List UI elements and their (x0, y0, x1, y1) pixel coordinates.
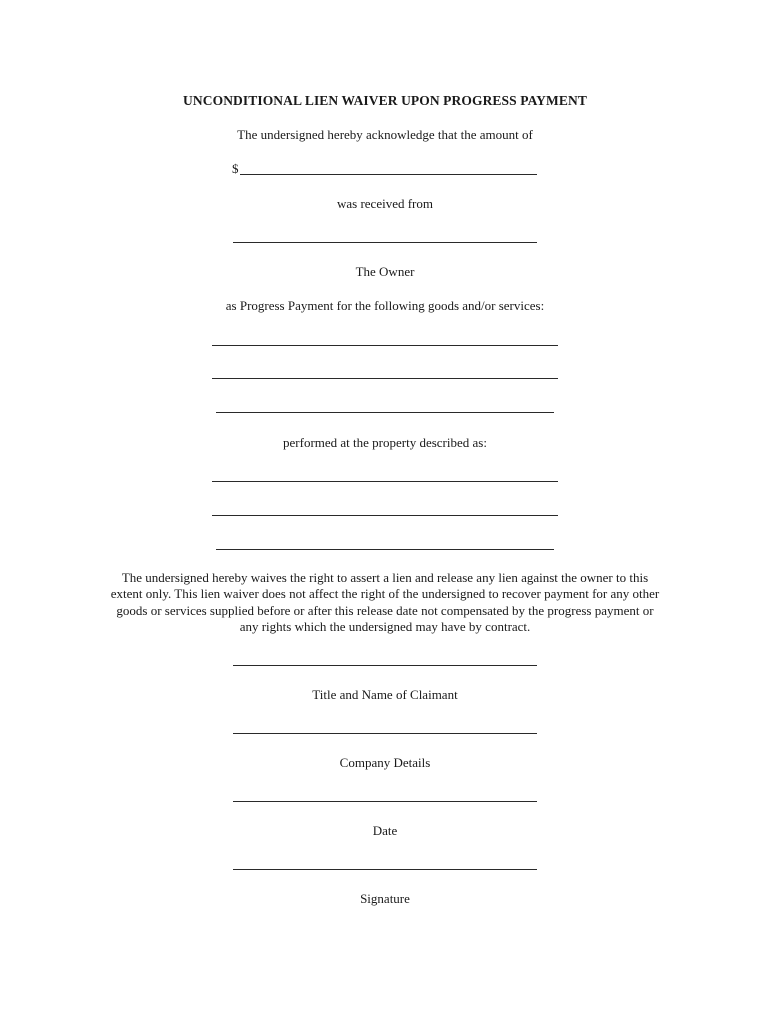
property-text: performed at the property described as: (283, 435, 487, 450)
property-blank-line-1[interactable] (212, 481, 558, 482)
progress-payment-text: as Progress Payment for the following goods and/or services: (225, 298, 545, 313)
payer-blank-line[interactable] (233, 242, 537, 243)
acknowledge-text: The undersigned hereby acknowledge that the amount of (237, 127, 533, 142)
services-blank-line-3[interactable] (216, 412, 554, 413)
owner-label: The Owner (355, 264, 415, 279)
amount-field[interactable] (232, 161, 542, 177)
property-blank-line-3[interactable] (216, 549, 554, 550)
signature-blank-line[interactable] (233, 869, 537, 870)
date-blank-line[interactable] (233, 801, 537, 802)
company-label: Company Details (339, 755, 431, 770)
services-blank-line-1[interactable] (212, 345, 558, 346)
claimant-label: Title and Name of Claimant (312, 687, 458, 702)
property-blank-line-2[interactable] (212, 515, 558, 516)
currency-symbol: $ (232, 161, 239, 176)
date-label: Date (372, 823, 398, 838)
amount-blank-line[interactable] (240, 174, 537, 175)
claimant-blank-line[interactable] (233, 665, 537, 666)
company-blank-line[interactable] (233, 733, 537, 734)
waiver-paragraph: The undersigned hereby waives the right to assert a lien and release any lien against the owner to this extent only. This lien waiver does not affect the right of the undersigned to recover payment for any other goods or services supplied before or after this release date not compensated by the progress payment or any rights which the undersigned may have by contract. (110, 570, 660, 634)
received-from-text: was received from (336, 196, 433, 211)
services-blank-line-2[interactable] (212, 378, 558, 379)
document-title: UNCONDITIONAL LIEN WAIVER UPON PROGRESS PAYMENT (183, 93, 587, 108)
signature-label: Signature (360, 891, 410, 906)
